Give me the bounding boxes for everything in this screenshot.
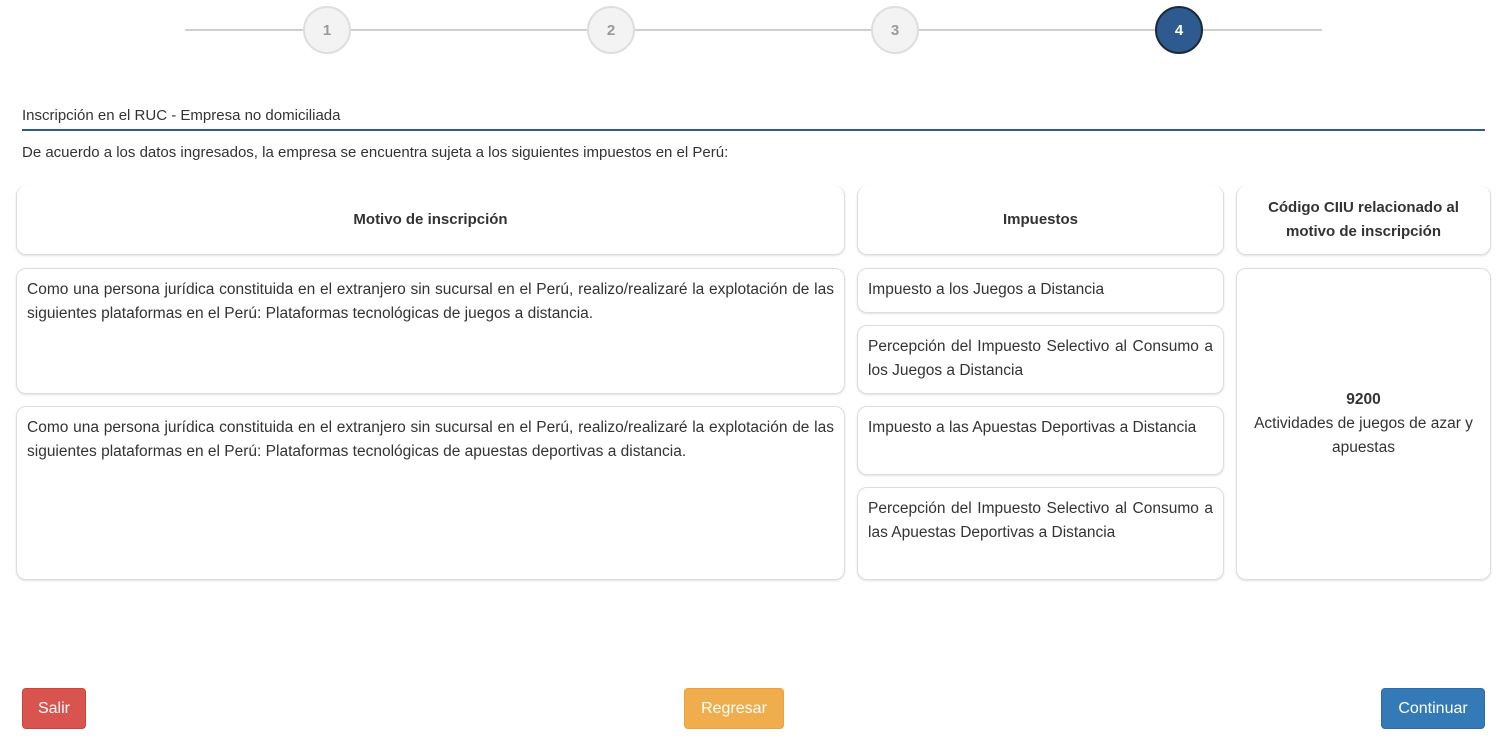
progress-stepper xyxy=(0,6,1511,56)
header-ciiu: Código CIIU relacionado al motivo de inscripción xyxy=(1236,186,1491,255)
step-2[interactable]: 2 xyxy=(587,6,635,54)
step-1[interactable]: 1 xyxy=(303,6,351,54)
step-3[interactable]: 3 xyxy=(871,6,919,54)
impuesto-card-2: Percepción del Impuesto Selectivo al Consumo a los Juegos a Distancia xyxy=(857,325,1224,394)
continue-button[interactable]: Continuar xyxy=(1381,688,1485,729)
step-4-current[interactable]: 4 xyxy=(1155,6,1203,54)
ciiu-card xyxy=(1236,268,1491,580)
ciiu-description: Actividades de juegos de azar y apuestas xyxy=(1254,415,1473,456)
intro-text: De acuerdo a los datos ingresados, la empresa se encuentra sujeta a los siguientes impuestos en el Perú: xyxy=(22,144,729,161)
impuesto-card-1: Impuesto a los Juegos a Distancia xyxy=(857,268,1224,313)
section-title: Inscripción en el RUC - Empresa no domiciliada xyxy=(22,107,1485,131)
impuesto-card-3: Impuesto a las Apuestas Deportivas a Distancia xyxy=(857,406,1224,475)
motivo-card-1: Como una persona jurídica constituida en el extranjero sin sucursal en el Perú, realizo/realizaré la explotación de las siguientes plataformas en el Perú: Plataformas tecnológicas de juegos a distancia. xyxy=(16,268,845,394)
header-impuestos: Impuestos xyxy=(857,186,1224,255)
exit-button[interactable]: Salir xyxy=(22,688,86,729)
motivo-card-2: Como una persona jurídica constituida en el extranjero sin sucursal en el Perú, realizo/realizaré la explotación de las siguientes plataformas en el Perú: Plataformas tecnológicas de apuestas deportivas a distancia. xyxy=(16,406,845,580)
impuesto-card-4: Percepción del Impuesto Selectivo al Consumo a las Apuestas Deportivas a Distancia xyxy=(857,487,1224,580)
ciiu-code: 9200 xyxy=(1346,391,1381,408)
header-motivo: Motivo de inscripción xyxy=(16,186,845,255)
back-button[interactable]: Regresar xyxy=(684,688,784,729)
stepper-line xyxy=(185,29,1322,31)
